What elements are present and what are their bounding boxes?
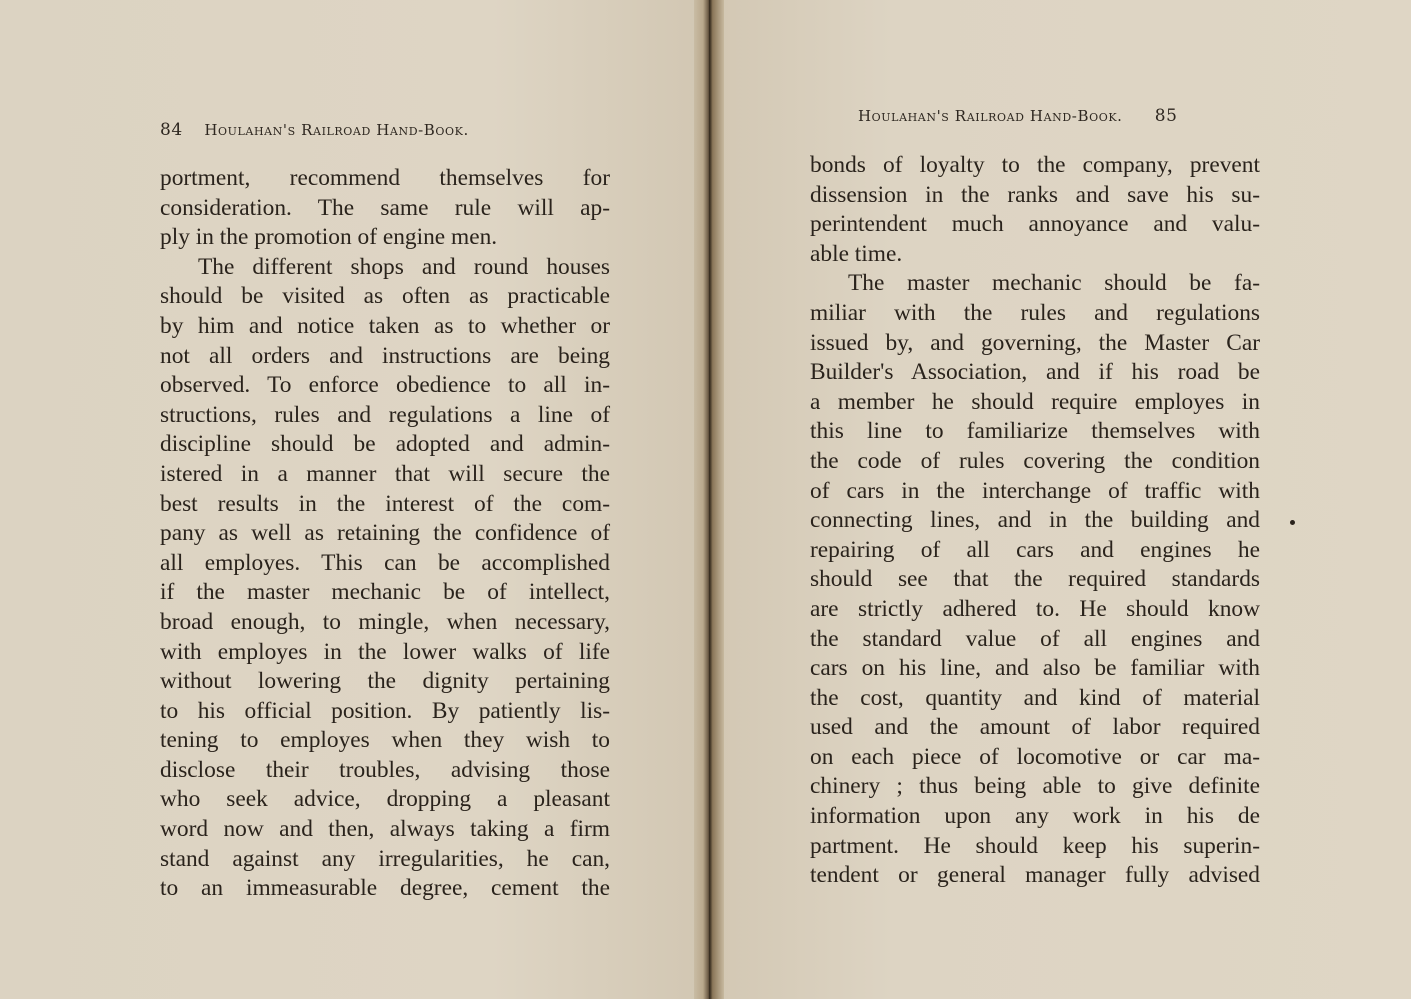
text-line: bonds of loyalty to the company, prevent	[810, 152, 1260, 178]
text-line: stand against any irregularities, he can,	[160, 845, 610, 872]
text-line: consideration. The same rule will ap-	[160, 194, 610, 221]
text-line: The master mechanic should be fa-	[848, 270, 1260, 297]
text-line: able time.	[810, 240, 903, 267]
text-line: who seek advice, dropping a pleasant	[160, 786, 610, 813]
left-page-number: 84	[160, 120, 183, 140]
text-line: the code of rules covering the condition	[810, 447, 1260, 474]
text-line: are strictly adhered to. He should know	[810, 595, 1260, 622]
text-line: Builder's Association, and if his road be	[810, 359, 1260, 386]
text-line: cars on his line, and also be familiar with	[810, 655, 1260, 682]
book-gutter	[694, 0, 724, 999]
text-line: istered in a manner that will secure the	[160, 460, 610, 487]
text-line: a member he should require employes in	[810, 388, 1260, 415]
text-line: used and the amount of labor required	[810, 714, 1260, 741]
left-body-text	[160, 164, 610, 904]
text-line: structions, rules and regulations a line of	[160, 401, 610, 428]
text-line: by him and notice taken as to whether or	[160, 312, 610, 339]
text-line: on each piece of locomotive or car ma-	[810, 743, 1260, 770]
text-line: dissension in the ranks and save his su-	[810, 181, 1260, 208]
text-line: discipline should be adopted and admin-	[160, 431, 610, 458]
left-running-title: Houlahan's Railroad Hand-Book.	[204, 121, 469, 139]
text-line: without lowering the dignity pertaining	[160, 668, 610, 695]
right-running-title: Houlahan's Railroad Hand-Book.	[858, 107, 1123, 125]
text-line: perintendent much annoyance and valu-	[810, 211, 1260, 238]
text-line: pany as well as retaining the confidence of	[160, 520, 610, 547]
text-line: repairing of all cars and engines he	[810, 536, 1260, 563]
text-line: to his official position. By patiently lis-	[160, 697, 610, 724]
text-line: information upon any work in his de	[810, 803, 1260, 830]
text-line: should be visited as often as practicable	[160, 283, 610, 310]
text-line: not all orders and instructions are being	[160, 342, 610, 369]
right-body-text	[810, 151, 1260, 891]
text-line: the cost, quantity and kind of material	[810, 684, 1260, 711]
ink-speck	[1290, 520, 1295, 525]
text-line: observed. To enforce obedience to all in-	[160, 372, 610, 399]
text-line: tendent or general manager fully advised	[810, 862, 1260, 889]
text-line: chinery ; thus being able to give definite	[810, 773, 1260, 800]
text-line: word now and then, always taking a firm	[160, 816, 610, 843]
right-page-number: 85	[1154, 106, 1178, 126]
text-line: of cars in the interchange of traffic with	[810, 477, 1260, 504]
text-line: tening to employes when they wish to	[160, 727, 610, 754]
text-line: partment. He should keep his superin-	[810, 832, 1260, 859]
text-line: ply in the promotion of engine men.	[160, 224, 498, 251]
right-running-head	[858, 106, 1178, 126]
text-line: best results in the interest of the com-	[160, 490, 610, 517]
text-line: if the master mechanic be of intellect,	[160, 579, 610, 606]
left-running-head	[160, 120, 469, 140]
text-line: broad enough, to mingle, when necessary,	[160, 608, 610, 635]
text-line: miliar with the rules and regulations	[810, 299, 1260, 326]
text-line: disclose their troubles, advising those	[160, 756, 610, 783]
text-line: to an immeasurable degree, cement the	[160, 875, 610, 902]
text-line: connecting lines, and in the building and	[810, 507, 1260, 534]
text-line: with employes in the lower walks of life	[160, 638, 610, 665]
text-line: should see that the required standards	[810, 566, 1260, 593]
text-line: portment, recommend themselves for	[160, 165, 610, 191]
text-line: The different shops and round houses	[198, 253, 610, 280]
text-line: the standard value of all engines and	[810, 625, 1260, 652]
text-line: issued by, and governing, the Master Car	[810, 329, 1260, 356]
text-line: this line to familiarize themselves with	[810, 418, 1260, 445]
text-line: all employes. This can be accomplished	[160, 549, 610, 576]
